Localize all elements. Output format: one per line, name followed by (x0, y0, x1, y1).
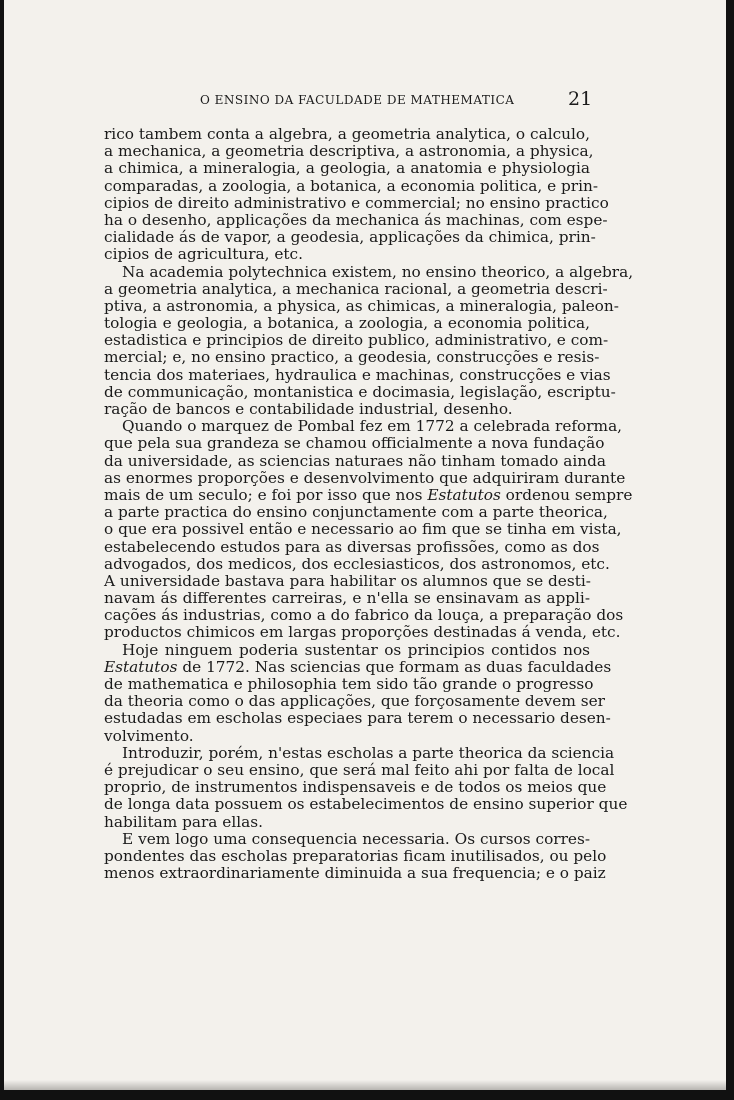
text-line (104, 485, 633, 504)
text-line: as enormes proporções e desenvolvimento que adquiriram durante (104, 468, 626, 487)
page-number: 21 (568, 88, 593, 110)
text-line: estadistica e principios de direito publico, administrativo, e com- (104, 331, 609, 350)
text-line: é prejudicar o seu ensino, que será mal feito ahi por falta de local (104, 760, 615, 779)
book-page (4, 0, 726, 1090)
text-line: volvimento. (104, 726, 194, 745)
paragraph-2 (104, 262, 634, 419)
text-line: o que era possivel então e necessario ao fim que se tinha em vista, (104, 520, 622, 539)
text-line: advogados, dos medicos, dos ecclesiasticos, dos astronomos, etc. (104, 554, 610, 573)
paragraph-3 (104, 417, 633, 642)
text-line: a geometria analytica, a mechanica racional, a geometria descri- (104, 279, 608, 298)
text-run: de 1772. Nas sciencias que formam as duas faculdades (177, 657, 612, 676)
body-text (104, 125, 634, 883)
text-line: tencia dos materiaes, hydraulica e machinas, construcções e vias (104, 365, 611, 384)
page-edge-shadow (4, 1080, 726, 1090)
text-line: ração de bancos e contabilidade industrial, desenho. (104, 400, 513, 418)
text-line: estudadas em escholas especiaes para terem o necessario desen- (104, 709, 611, 728)
text-line: ptiva, a astronomia, a physica, as chimicas, a mineralogia, paleon- (104, 296, 619, 315)
running-title: O ENSINO DA FACULDADE DE MATHEMATICA (200, 93, 515, 107)
text-line: menos extraordinariamente diminuida a sua frequencia; e o paiz (104, 864, 606, 883)
paragraph-5 (104, 743, 628, 831)
text-line: estabelecendo estudos para as diversas profissões, como as dos (104, 537, 600, 556)
text-line: ha o desenho, applicações da mechanica ás machinas, com espe- (104, 210, 608, 229)
text-line: cipios de direito administrativo e commercial; no ensino practico (104, 193, 609, 212)
text-line: E vem logo uma consequencia necessaria. Os cursos corres- (122, 829, 590, 848)
paragraph-1 (104, 125, 609, 264)
text-line: da universidade, as sciencias naturaes não tinham tomado ainda (104, 451, 607, 470)
italic-title: Estatutos (104, 657, 178, 676)
text-line: da theoria como o das applicações, que forçosamente devem ser (104, 692, 605, 711)
text-line: Quando o marquez de Pombal fez em 1772 a celebrada reforma, (122, 417, 623, 436)
text-line: cipios de agricultura, etc. (104, 245, 303, 264)
text-line: cações ás industrias, como a do fabrico da louça, a preparação dos (104, 606, 624, 625)
text-line: pondentes das escholas preparatorias ficam inutilisados, ou pelo (104, 846, 607, 865)
text-line: a mechanica, a geometria descriptiva, a astronomia, a physica, (104, 142, 594, 161)
text-line: Hoje ninguem poderia sustentar os principios contidos nos (122, 640, 590, 659)
text-line (104, 657, 612, 676)
text-line: que pela sua grandeza se chamou officialmente a nova fundação (104, 434, 605, 453)
text-line: Na academia polytechnica existem, no ensino theorico, a algebra, (122, 262, 634, 281)
text-line: tologia e geologia, a botanica, a zoologia, a economia politica, (104, 314, 590, 333)
text-line: A universidade bastava para habilitar os alumnos que se desti- (104, 571, 591, 590)
paragraph-4 (104, 640, 612, 745)
text-line: productos chimicos em largas proporções destinadas á venda, etc. (104, 623, 621, 642)
text-line: a chimica, a mineralogia, a geologia, a anatomia e physiologia (104, 159, 590, 178)
text-line: habilitam para ellas. (104, 812, 263, 831)
text-line: de communicação, montanistica e docimasia, legislação, escriptu- (104, 382, 616, 401)
text-line: Introduzir, porém, n'estas escholas a parte theorica da sciencia (122, 743, 615, 762)
text-line: navam ás differentes carreiras, e n'ella se ensinavam as appli- (104, 589, 590, 608)
italic-title: Estatutos (427, 485, 501, 504)
paragraph-6 (104, 829, 607, 883)
text-line: cialidade ás de vapor, a geodesia, applicações da chimica, prin- (104, 228, 596, 247)
text-run: ordenou sempre (500, 485, 633, 504)
text-line: de longa data possuem os estabelecimentos de ensino superior que (104, 795, 628, 814)
text-line: a parte practica do ensino conjunctamente com a parte theorica, (104, 503, 608, 522)
text-line: de mathematica e philosophia tem sido tão grande o progresso (104, 675, 594, 693)
text-run: mais de um seculo; e foi por isso que nos (104, 485, 428, 504)
page-header (200, 88, 600, 112)
text-line: rico tambem conta a algebra, a geometria analytica, o calculo, (104, 125, 590, 143)
text-line: mercial; e, no ensino practico, a geodesia, construcções e resis- (104, 348, 600, 367)
text-line: comparadas, a zoologia, a botanica, a economia politica, e prin- (104, 176, 599, 195)
text-line: proprio, de instrumentos indispensaveis e de todos os meios que (104, 778, 607, 797)
